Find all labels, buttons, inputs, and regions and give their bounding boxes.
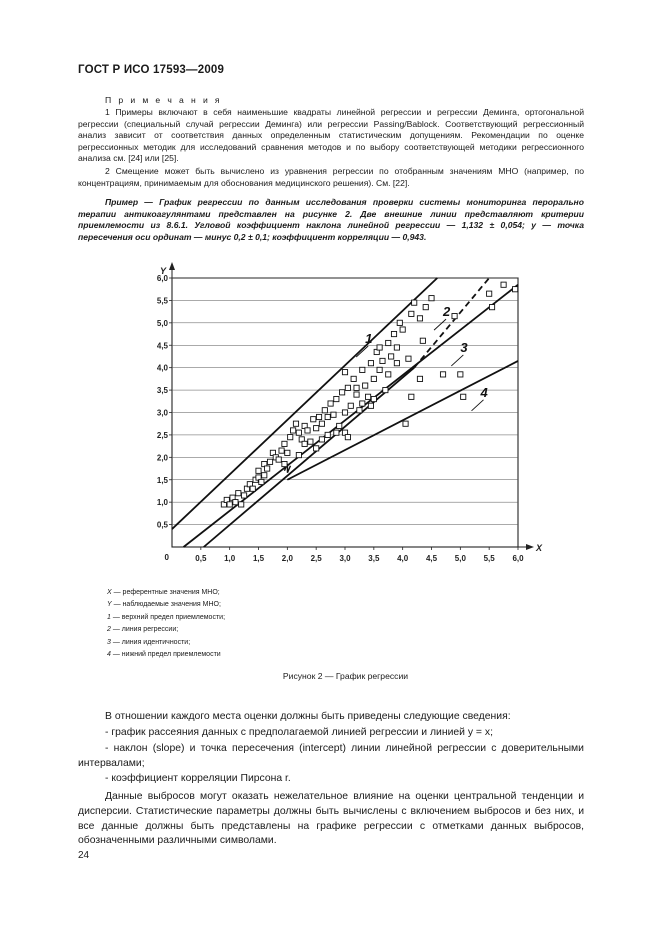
line-label-3: 3 — [460, 339, 468, 355]
data-point — [325, 432, 330, 437]
data-point — [342, 410, 347, 415]
data-point — [409, 394, 414, 399]
y-tick-label: 5,0 — [156, 318, 168, 328]
x-tick-label: 4,0 — [397, 554, 409, 563]
data-point — [314, 426, 319, 431]
figure-legend — [107, 587, 225, 661]
data-point — [354, 385, 359, 390]
data-point — [288, 435, 293, 440]
requirements-intro: В отношении каждого места оценки должны быть приведены следующие сведения: — [105, 711, 511, 722]
data-point — [227, 502, 232, 507]
data-point — [282, 441, 287, 446]
data-point — [236, 491, 241, 496]
data-point — [308, 439, 313, 444]
data-point — [501, 282, 506, 287]
standard-header: ГОСТ Р ИСО 17593—2009 — [78, 64, 225, 76]
data-point — [305, 428, 310, 433]
data-point — [368, 361, 373, 366]
data-point — [429, 296, 434, 301]
data-point — [239, 502, 244, 507]
page-number: 24 — [78, 850, 90, 861]
data-point — [265, 466, 270, 471]
data-point — [380, 358, 385, 363]
data-point — [319, 437, 324, 442]
data-point — [241, 493, 246, 498]
y-tick-label: 5,5 — [156, 296, 168, 306]
data-point — [279, 448, 284, 453]
data-point — [452, 314, 457, 319]
data-point — [420, 338, 425, 343]
data-point — [291, 428, 296, 433]
x-tick-label: 3,0 — [339, 554, 351, 563]
y-tick-label: 4,5 — [156, 341, 168, 351]
outliers-paragraph: Данные выбросов могут оказать нежелательное влияние на оценки центральной тенденции и дисперсии. Статистические параметры должны быть вычислены с включением выбросов и без них, и все данные должны быть представлены на графике регрессии с отметками данных выбросов, обозначенными различными символами. — [78, 791, 584, 847]
y-tick-label: 3,5 — [156, 386, 168, 396]
x-tick-label: 6,0 — [512, 554, 524, 563]
data-point — [423, 305, 428, 310]
data-point — [311, 417, 316, 422]
y-axis-label: Y — [160, 266, 167, 276]
line-label-pointer — [434, 319, 446, 330]
data-point — [348, 403, 353, 408]
data-point — [389, 354, 394, 359]
data-point — [319, 421, 324, 426]
y-tick-label: 2,5 — [156, 430, 168, 440]
legend-item: Y — наблюдаемые значения МНО; — [107, 601, 221, 609]
bullet-item: - наклон (slope) и точка пересечения (intercept) линии линейной регрессии с доверительными интервалами; — [78, 743, 584, 769]
data-point — [461, 394, 466, 399]
data-point — [262, 473, 267, 478]
data-point — [293, 421, 298, 426]
line-label-1: 1 — [365, 331, 373, 347]
data-point — [377, 367, 382, 372]
legend-item: X — референтные значения МНО; — [107, 589, 220, 596]
x-tick-label: 5,0 — [454, 554, 466, 563]
data-point — [322, 408, 327, 413]
line-label-pointer — [356, 346, 368, 357]
figure-caption: Рисунок 2 — График регрессии — [282, 671, 409, 681]
x-axis-label: X — [536, 543, 543, 553]
data-point — [345, 385, 350, 390]
data-point — [328, 401, 333, 406]
data-point — [412, 300, 417, 305]
data-point — [365, 394, 370, 399]
data-point — [394, 345, 399, 350]
x-tick-label: 1,0 — [224, 554, 236, 563]
data-point — [368, 403, 373, 408]
data-point — [342, 370, 347, 375]
y-tick-label: 0,5 — [156, 520, 168, 530]
y-tick-label: 1,5 — [156, 475, 168, 485]
x-tick-label: 0,5 — [195, 554, 207, 563]
x-tick-label: 1,5 — [252, 554, 265, 563]
y-tick-label: 4,0 — [156, 363, 168, 373]
data-point — [233, 500, 238, 505]
legend-item: 2 — линия регрессии; — [107, 626, 179, 634]
y-tick-label: 2,0 — [156, 453, 168, 463]
data-point — [400, 327, 405, 332]
data-point — [386, 372, 391, 377]
data-point — [267, 459, 272, 464]
line-label-pointer — [472, 400, 484, 411]
bullet-item: - коэффициент корреляции Пирсона r. — [105, 773, 291, 784]
data-point — [458, 372, 463, 377]
data-point — [406, 356, 411, 361]
data-point — [397, 320, 402, 325]
note-1: 1 Примеры включают в себя наименьшие квадраты линейной регрессии и регрессии Деминга, ортогональной регрессии (специальный случай регрессии Деминга) или регрессии Passing/Bablock. Соответствующий регрессионный анализ зависит от соответствия данных определенным статистическим допущениям. Рекомендации по оценке регрессионных методик для исследований сравнения методов и по выбору соответствующей методики регрессионного анализа см. [24] или [25]. — [78, 107, 584, 164]
note-2: 2 Смещение может быть вычислено из уравнения регрессии по отобранным значениям МНО (например, по концентрациям, принимаемым для обоснования медицинского решения). См. [22]. — [78, 166, 584, 188]
data-point — [386, 340, 391, 345]
data-point — [417, 376, 422, 381]
origin-label: 0 — [164, 553, 169, 562]
data-point — [302, 441, 307, 446]
legend-symbol: 3 — [107, 638, 111, 646]
notes-title: П р и м е ч а н и я — [105, 95, 222, 105]
regression-chart — [140, 255, 543, 585]
data-point — [363, 383, 368, 388]
data-point — [334, 396, 339, 401]
line-label-pointer — [451, 355, 463, 366]
data-point — [282, 461, 287, 466]
legend-symbol: 4 — [107, 651, 111, 659]
data-point — [325, 414, 330, 419]
series-line-4 — [287, 361, 518, 480]
data-point — [354, 392, 359, 397]
data-point — [250, 486, 255, 491]
legend-item: 1 — верхний предел приемлемости; — [107, 613, 226, 621]
legend-symbol: Y — [107, 601, 112, 609]
data-point — [489, 305, 494, 310]
data-point — [337, 423, 342, 428]
x-tick-label: 3,5 — [368, 554, 380, 563]
data-point — [314, 446, 319, 451]
data-point — [351, 376, 356, 381]
data-point — [394, 361, 399, 366]
data-point — [377, 345, 382, 350]
data-point — [409, 311, 414, 316]
data-point — [296, 452, 301, 457]
data-point — [513, 287, 518, 292]
series-line-3 — [184, 285, 518, 547]
data-point — [487, 291, 492, 296]
data-point — [331, 412, 336, 417]
data-point — [316, 414, 321, 419]
x-tick-label: 2,5 — [310, 554, 322, 563]
y-tick-label: 3,0 — [156, 408, 168, 418]
series-line-1 — [172, 278, 437, 529]
data-point — [285, 450, 290, 455]
data-point — [360, 367, 365, 372]
data-point — [340, 390, 345, 395]
y-tick-label: 1,0 — [156, 498, 168, 508]
data-point — [334, 430, 339, 435]
data-point — [357, 408, 362, 413]
data-point — [360, 401, 365, 406]
x-axis-arrow — [526, 544, 534, 550]
data-point — [345, 435, 350, 440]
x-tick-label: 4,5 — [425, 554, 438, 563]
data-point — [276, 457, 281, 462]
bullet-item: - график рассеяния данных с предполагаемой линией регрессии и линией y = x; — [105, 727, 493, 738]
data-point — [391, 331, 396, 336]
y-axis-arrow — [169, 262, 175, 270]
data-point — [440, 372, 445, 377]
x-tick-label: 5,5 — [483, 554, 495, 563]
x-tick-label: 2,0 — [281, 554, 293, 563]
data-point — [256, 468, 261, 473]
example-paragraph: Пример — График регрессии по данным исследования проверки системы мониторинга перорально терапии антикоагулянтами представлен на рисунке 2. Две внешние линии представляют критерии приемлемости из 8.6.1. Угловой коэффициент наклона линейной регрессии — 1,132 ± 0,054; y — точка пересечения оси ординат — минус 0,2 ± 0,1; коэффициент корреляции — 0,943. — [78, 197, 584, 242]
legend-item: 3 — линия идентичности; — [107, 638, 191, 646]
data-point — [296, 430, 301, 435]
y-tick-label: 6,0 — [156, 274, 168, 283]
legend-symbol: 1 — [107, 613, 111, 621]
data-point — [371, 396, 376, 401]
legend-item: 4 — нижний предел приемлемости — [107, 651, 221, 659]
data-point — [417, 316, 422, 321]
legend-symbol: 2 — [107, 626, 111, 634]
legend-symbol: X — [107, 589, 112, 596]
line-label-2: 2 — [443, 304, 451, 320]
data-point — [259, 479, 264, 484]
data-point — [371, 376, 376, 381]
data-point — [403, 421, 408, 426]
data-point — [383, 387, 388, 392]
line-label-4: 4 — [480, 384, 488, 400]
